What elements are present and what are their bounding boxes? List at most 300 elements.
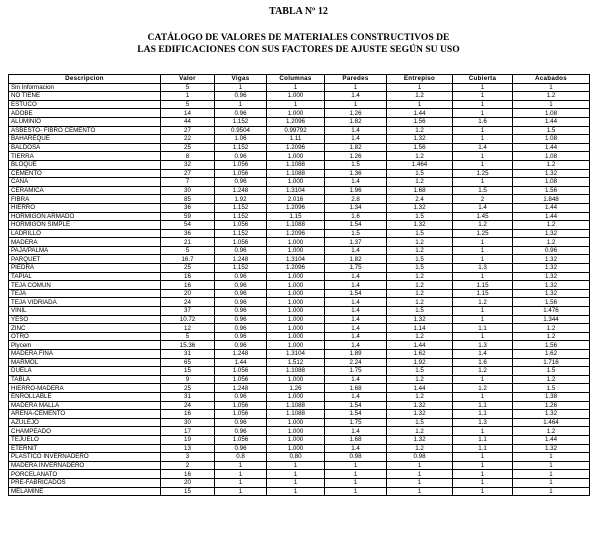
value-cell: 0.96 <box>513 246 590 255</box>
value-cell: 1.1088 <box>267 367 325 376</box>
value-cell: 1.4 <box>325 135 387 144</box>
value-cell: 1.56 <box>387 143 453 152</box>
value-cell: 1.5 <box>513 367 590 376</box>
value-cell: 1.2 <box>387 152 453 161</box>
value-cell: 0.96 <box>215 307 267 316</box>
value-cell: 1.32 <box>387 135 453 144</box>
table-row <box>9 444 590 453</box>
value-cell: 1.32 <box>513 289 590 298</box>
value-cell: 1.4 <box>453 350 513 359</box>
value-cell: 1.2 <box>387 126 453 135</box>
value-cell: 1.000 <box>267 289 325 298</box>
value-cell: 1.056 <box>215 160 267 169</box>
table-row <box>9 298 590 307</box>
table-row <box>9 315 590 324</box>
value-cell: 1.32 <box>513 255 590 264</box>
material-name-cell: ENROLLABLE <box>9 392 161 401</box>
value-cell: 1 <box>513 470 590 479</box>
value-cell: 1.2 <box>387 281 453 290</box>
column-header-vigas: Vigas <box>215 75 267 84</box>
value-cell: 1.2 <box>387 92 453 101</box>
value-cell: 1.248 <box>215 186 267 195</box>
value-cell: 1.2 <box>453 384 513 393</box>
value-cell: 0.96 <box>215 109 267 118</box>
value-cell: 1.2 <box>387 246 453 255</box>
material-name-cell: PORCELANATO <box>9 470 161 479</box>
value-cell: 1.08 <box>513 152 590 161</box>
document-title: TABLA Nº 12 <box>269 6 328 17</box>
value-cell: 1.4 <box>325 126 387 135</box>
value-cell: 1.000 <box>267 238 325 247</box>
value-cell: 1.056 <box>215 221 267 230</box>
value-cell: 5 <box>161 100 215 109</box>
material-name-cell: HORMIGON SIMPLE <box>9 221 161 230</box>
table-row <box>9 401 590 410</box>
value-cell: 5 <box>161 332 215 341</box>
value-cell: 1 <box>513 453 590 462</box>
value-cell: 1 <box>453 470 513 479</box>
value-cell: 1.000 <box>267 272 325 281</box>
value-cell: 1.4 <box>325 315 387 324</box>
material-name-cell: TIERRA <box>9 152 161 161</box>
value-cell: 1 <box>453 375 513 384</box>
value-cell: 1.3104 <box>267 186 325 195</box>
value-cell: 1 <box>267 478 325 487</box>
table-header-row <box>9 75 590 84</box>
table-row <box>9 289 590 298</box>
value-cell: 1 <box>453 160 513 169</box>
value-cell: 25 <box>161 143 215 152</box>
value-cell: 1 <box>215 478 267 487</box>
value-cell: 1 <box>387 487 453 496</box>
value-cell: 5 <box>161 83 215 92</box>
value-cell: 1.2 <box>513 221 590 230</box>
table-row <box>9 255 590 264</box>
value-cell: 1.2 <box>513 324 590 333</box>
value-cell: 1.34 <box>325 203 387 212</box>
value-cell: 1.000 <box>267 298 325 307</box>
value-cell: 1.3 <box>453 341 513 350</box>
value-cell: 1.4 <box>325 324 387 333</box>
value-cell: 1.54 <box>325 289 387 298</box>
value-cell: 1.056 <box>215 367 267 376</box>
value-cell: 1.25 <box>453 169 513 178</box>
value-cell: 1.4 <box>325 444 387 453</box>
value-cell: 1.1088 <box>267 160 325 169</box>
table-row <box>9 392 590 401</box>
value-cell: 8 <box>161 152 215 161</box>
material-name-cell: TEJA VIDRIADA <box>9 298 161 307</box>
value-cell: 1 <box>387 100 453 109</box>
value-cell: 1.92 <box>215 195 267 204</box>
value-cell: 1 <box>453 453 513 462</box>
value-cell: 1.38 <box>513 392 590 401</box>
value-cell: 1 <box>453 392 513 401</box>
value-cell: 1.26 <box>325 109 387 118</box>
table-row <box>9 281 590 290</box>
value-cell: 1.4 <box>325 427 387 436</box>
value-cell: 1.2 <box>513 332 590 341</box>
table-row <box>9 221 590 230</box>
value-cell: 1.54 <box>325 401 387 410</box>
value-cell: 0.99792 <box>267 126 325 135</box>
value-cell: 2.24 <box>325 358 387 367</box>
value-cell: 1.152 <box>215 203 267 212</box>
value-cell: 1.1 <box>453 401 513 410</box>
value-cell: 1.4 <box>325 298 387 307</box>
value-cell: 1.56 <box>513 341 590 350</box>
value-cell: 1.152 <box>215 212 267 221</box>
value-cell: 25 <box>161 384 215 393</box>
value-cell: 19 <box>161 435 215 444</box>
value-cell: 1.44 <box>513 143 590 152</box>
material-name-cell: ADOBE <box>9 109 161 118</box>
material-name-cell: MADERA <box>9 238 161 247</box>
value-cell: 25 <box>161 264 215 273</box>
value-cell: 1.2 <box>513 238 590 247</box>
column-header-acabados: Acabados <box>513 75 590 84</box>
value-cell: 44 <box>161 117 215 126</box>
value-cell: 1.3 <box>453 418 513 427</box>
value-cell: 1.4 <box>325 281 387 290</box>
value-cell: 1.056 <box>215 410 267 419</box>
table-row <box>9 358 590 367</box>
value-cell: 1.54 <box>325 221 387 230</box>
table-row <box>9 367 590 376</box>
value-cell: 1.44 <box>513 212 590 221</box>
value-cell: 36 <box>161 203 215 212</box>
value-cell: 1 <box>215 100 267 109</box>
value-cell: 1.152 <box>215 143 267 152</box>
value-cell: 1.08 <box>513 109 590 118</box>
table-row <box>9 410 590 419</box>
value-cell: 1.75 <box>325 264 387 273</box>
value-cell: 2.016 <box>267 195 325 204</box>
material-name-cell: PIEDRA <box>9 264 161 273</box>
value-cell: 1.6 <box>453 117 513 126</box>
value-cell: 1.000 <box>267 109 325 118</box>
value-cell: 1.000 <box>267 435 325 444</box>
value-cell: 1 <box>325 83 387 92</box>
value-cell: 24 <box>161 401 215 410</box>
column-header-columnas: Columnas <box>267 75 325 84</box>
value-cell: 2.4 <box>387 195 453 204</box>
value-cell: 1 <box>161 92 215 101</box>
value-cell: 1.2 <box>387 178 453 187</box>
value-cell: 1.5 <box>387 212 453 221</box>
value-cell: 0.98 <box>387 453 453 462</box>
value-cell: 5 <box>161 246 215 255</box>
value-cell: 1.000 <box>267 324 325 333</box>
value-cell: 1.1 <box>453 435 513 444</box>
value-cell: 1.1088 <box>267 410 325 419</box>
value-cell: 0.96 <box>215 324 267 333</box>
table-row <box>9 324 590 333</box>
material-name-cell: HIERRO <box>9 203 161 212</box>
value-cell: 1.000 <box>267 341 325 350</box>
value-cell: 1.4 <box>325 92 387 101</box>
value-cell: 1.2 <box>387 444 453 453</box>
table-row <box>9 341 590 350</box>
value-cell: 15 <box>161 487 215 496</box>
material-name-cell: ETERNIT <box>9 444 161 453</box>
value-cell: 1 <box>453 272 513 281</box>
column-header-cubierta: Cubierta <box>453 75 513 84</box>
material-name-cell: VINIL <box>9 307 161 316</box>
value-cell: 1.44 <box>387 384 453 393</box>
value-cell: 1.000 <box>267 281 325 290</box>
table-row <box>9 246 590 255</box>
value-cell: 1.32 <box>513 281 590 290</box>
value-cell: 1.1088 <box>267 169 325 178</box>
value-cell: 1.44 <box>513 435 590 444</box>
material-name-cell: AZULEJO <box>9 418 161 427</box>
materials-catalog-table <box>8 74 590 496</box>
value-cell: 1.2 <box>387 289 453 298</box>
value-cell: 1.32 <box>387 435 453 444</box>
value-cell: 1.3 <box>453 264 513 273</box>
value-cell: 1.000 <box>267 246 325 255</box>
value-cell: 54 <box>161 221 215 230</box>
value-cell: 10.72 <box>161 315 215 324</box>
value-cell: 13 <box>161 444 215 453</box>
value-cell: 1 <box>453 315 513 324</box>
value-cell: 1.5 <box>513 384 590 393</box>
table-row <box>9 272 590 281</box>
material-name-cell: ESTUCO <box>9 100 161 109</box>
value-cell: 1.476 <box>513 307 590 316</box>
material-name-cell: CERAMICA <box>9 186 161 195</box>
table-row <box>9 135 590 144</box>
material-name-cell: BLOQUE <box>9 160 161 169</box>
value-cell: 1 <box>453 100 513 109</box>
value-cell: 1 <box>325 470 387 479</box>
value-cell: 1.32 <box>387 203 453 212</box>
table-row <box>9 229 590 238</box>
value-cell: 7 <box>161 178 215 187</box>
value-cell: 31 <box>161 392 215 401</box>
value-cell: 1.512 <box>267 358 325 367</box>
value-cell: 0.96 <box>215 332 267 341</box>
value-cell: 1.000 <box>267 178 325 187</box>
value-cell: 1 <box>453 307 513 316</box>
value-cell: 1.75 <box>325 418 387 427</box>
value-cell: 1.5 <box>387 367 453 376</box>
value-cell: 1.32 <box>387 401 453 410</box>
value-cell: 1 <box>453 427 513 436</box>
table-row <box>9 418 590 427</box>
value-cell: 0.96 <box>215 298 267 307</box>
value-cell: 0.96 <box>215 246 267 255</box>
table-row <box>9 83 590 92</box>
value-cell: 1 <box>453 238 513 247</box>
table-row <box>9 461 590 470</box>
value-cell: 16 <box>161 272 215 281</box>
value-cell: 1.5 <box>387 418 453 427</box>
value-cell: 1.44 <box>387 109 453 118</box>
value-cell: 0.96 <box>215 341 267 350</box>
material-name-cell: ZINC <box>9 324 161 333</box>
material-name-cell: HIERRO-MADERA <box>9 384 161 393</box>
value-cell: 1 <box>325 461 387 470</box>
column-header-paredes: Paredes <box>325 75 387 84</box>
material-name-cell: TEJA <box>9 289 161 298</box>
value-cell: 1 <box>215 487 267 496</box>
value-cell: 1.45 <box>453 212 513 221</box>
material-name-cell: HORMIGON ARMADO <box>9 212 161 221</box>
value-cell: 20 <box>161 289 215 298</box>
material-name-cell: OTRO <box>9 332 161 341</box>
value-cell: 15 <box>161 367 215 376</box>
table-row <box>9 350 590 359</box>
value-cell: 1.5 <box>325 160 387 169</box>
value-cell: 1.75 <box>325 367 387 376</box>
value-cell: 1.000 <box>267 427 325 436</box>
value-cell: 0.98 <box>325 453 387 462</box>
value-cell: 1.44 <box>513 117 590 126</box>
value-cell: 1.2 <box>387 392 453 401</box>
value-cell: 1.44 <box>215 358 267 367</box>
value-cell: 1.32 <box>387 410 453 419</box>
table-row <box>9 307 590 316</box>
value-cell: 1.4 <box>453 203 513 212</box>
column-header-entrepiso: Entrepiso <box>387 75 453 84</box>
value-cell: 16 <box>161 470 215 479</box>
value-cell: 1.37 <box>325 238 387 247</box>
value-cell: 1.5 <box>387 264 453 273</box>
value-cell: 1.000 <box>267 418 325 427</box>
value-cell: 1.82 <box>325 143 387 152</box>
value-cell: 1.4 <box>325 272 387 281</box>
value-cell: 0.96 <box>215 281 267 290</box>
value-cell: 1.000 <box>267 307 325 316</box>
value-cell: 1 <box>267 100 325 109</box>
value-cell: 1.25 <box>453 229 513 238</box>
material-name-cell: DUELA <box>9 367 161 376</box>
value-cell: 1.2 <box>387 298 453 307</box>
material-name-cell: PARQUET <box>9 255 161 264</box>
table-row <box>9 427 590 436</box>
material-name-cell: ARENA-CEMENTO <box>9 410 161 419</box>
value-cell: 1 <box>453 255 513 264</box>
value-cell: 1.11 <box>267 135 325 144</box>
material-name-cell: PLASTICO INVERNADERO <box>9 453 161 462</box>
value-cell: 1 <box>453 152 513 161</box>
value-cell: 1.89 <box>325 350 387 359</box>
material-name-cell: MADERA INVERNADERO <box>9 461 161 470</box>
value-cell: 1.44 <box>387 341 453 350</box>
value-cell: 1 <box>513 461 590 470</box>
value-cell: 1.2 <box>453 221 513 230</box>
value-cell: 0.96 <box>215 315 267 324</box>
value-cell: 1.4 <box>325 178 387 187</box>
value-cell: 1.716 <box>513 358 590 367</box>
value-cell: 1 <box>513 487 590 496</box>
value-cell: 1.056 <box>215 435 267 444</box>
value-cell: 31 <box>161 350 215 359</box>
value-cell: 1.54 <box>325 410 387 419</box>
value-cell: 1.68 <box>387 186 453 195</box>
value-cell: 1.152 <box>215 229 267 238</box>
subtitle-line-2: LAS EDIFICACIONES CON SUS FACTORES DE AJUSTE SEGÚN SU USO <box>137 44 460 55</box>
value-cell: 1.152 <box>215 264 267 273</box>
value-cell: 1.06 <box>215 135 267 144</box>
value-cell: 1.68 <box>325 435 387 444</box>
value-cell: 1.32 <box>513 410 590 419</box>
table-row <box>9 126 590 135</box>
table-row <box>9 332 590 341</box>
value-cell: 59 <box>161 212 215 221</box>
value-cell: 24 <box>161 298 215 307</box>
value-cell: 1.68 <box>325 384 387 393</box>
material-name-cell: CEMENTO <box>9 169 161 178</box>
value-cell: 1.5 <box>387 307 453 316</box>
value-cell: 30 <box>161 418 215 427</box>
value-cell: 1.32 <box>387 315 453 324</box>
table-row <box>9 143 590 152</box>
value-cell: 36 <box>161 229 215 238</box>
value-cell: 1 <box>325 100 387 109</box>
table-row <box>9 117 590 126</box>
value-cell: 1.92 <box>387 358 453 367</box>
value-cell: 1.1088 <box>267 221 325 230</box>
table-row <box>9 109 590 118</box>
value-cell: 1.248 <box>215 350 267 359</box>
table-row <box>9 212 590 221</box>
value-cell: 9 <box>161 375 215 384</box>
material-name-cell: BALDOSA <box>9 143 161 152</box>
value-cell: 1.15 <box>453 289 513 298</box>
value-cell: 0.80 <box>267 453 325 462</box>
value-cell: 1.056 <box>215 169 267 178</box>
value-cell: 1.56 <box>513 298 590 307</box>
value-cell: 1.4 <box>325 375 387 384</box>
value-cell: 1.2 <box>387 272 453 281</box>
value-cell: 1 <box>453 109 513 118</box>
value-cell: 37 <box>161 307 215 316</box>
value-cell: 1 <box>513 83 590 92</box>
value-cell: 1.2 <box>513 160 590 169</box>
value-cell: 20 <box>161 478 215 487</box>
value-cell: 1.32 <box>513 272 590 281</box>
value-cell: 1.08 <box>513 135 590 144</box>
material-name-cell: ALUMINIO <box>9 117 161 126</box>
value-cell: 1 <box>267 470 325 479</box>
table-row <box>9 375 590 384</box>
value-cell: 1.6 <box>453 358 513 367</box>
value-cell: 1.2096 <box>267 229 325 238</box>
value-cell: 1.000 <box>267 92 325 101</box>
material-name-cell: TAPIAL <box>9 272 161 281</box>
value-cell: 1.6 <box>325 212 387 221</box>
material-name-cell: PAJA/PALMA <box>9 246 161 255</box>
value-cell: 1.62 <box>387 350 453 359</box>
value-cell: 12 <box>161 324 215 333</box>
value-cell: 1 <box>453 83 513 92</box>
value-cell: 1.2096 <box>267 143 325 152</box>
material-name-cell: TABLA <box>9 375 161 384</box>
value-cell: 1.248 <box>215 255 267 264</box>
value-cell: 1.2 <box>513 375 590 384</box>
material-name-cell: TEJUELO <box>9 435 161 444</box>
value-cell: 1.4 <box>325 307 387 316</box>
value-cell: 1 <box>325 487 387 496</box>
document-subtitle <box>0 32 597 56</box>
value-cell: 1.4 <box>325 332 387 341</box>
value-cell: 1.44 <box>513 203 590 212</box>
value-cell: 1 <box>267 461 325 470</box>
value-cell: 1.464 <box>513 418 590 427</box>
